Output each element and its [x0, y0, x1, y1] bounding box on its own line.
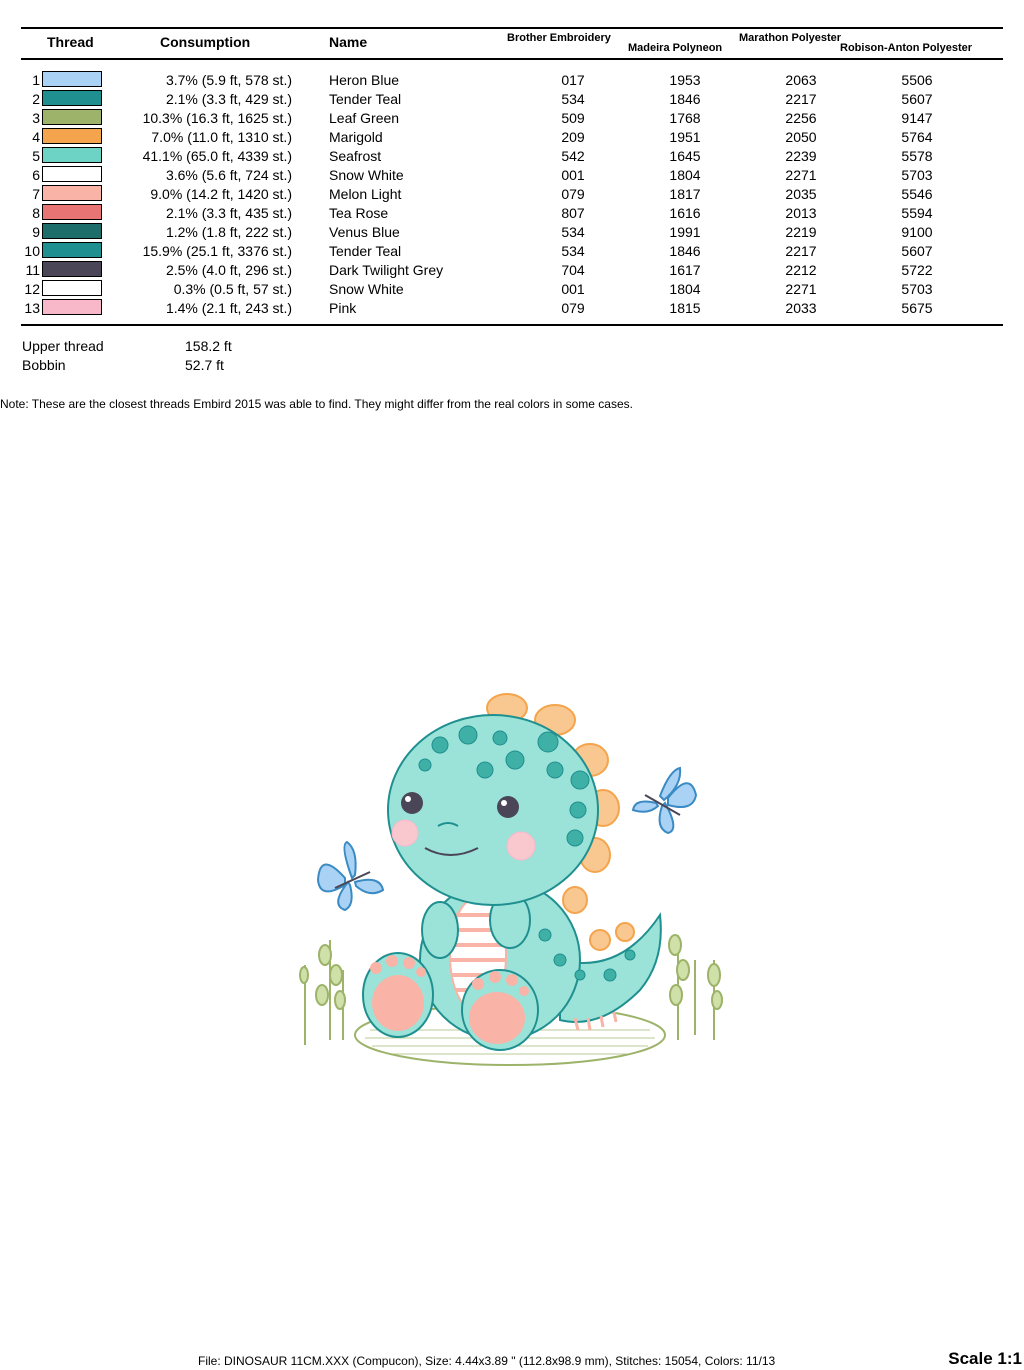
foot-left-pad	[372, 975, 424, 1031]
file-info: File: DINOSAUR 11CM.XXX (Compucon), Size: 4.44x3.89 " (112.8x98.9 mm), Stitches: 15054, Colors: 11/13	[198, 1354, 776, 1368]
madeira-code-cell: 1846	[669, 243, 701, 259]
dino-arm-left	[422, 902, 458, 958]
thread-name-cell: Venus Blue	[329, 224, 400, 240]
grass-left	[300, 940, 345, 1045]
robison-code-cell: 5675	[901, 300, 933, 316]
madeira-code-cell: 1804	[669, 281, 701, 297]
header-name: Name	[329, 34, 368, 50]
consumption-cell: 2.1% (3.3 ft, 429 st.)	[165, 91, 292, 107]
madeira-code-cell: 1804	[669, 167, 701, 183]
consumption-cell: 3.7% (5.9 ft, 578 st.)	[165, 72, 292, 88]
thread-name-cell: Melon Light	[329, 186, 402, 202]
cheek-left	[392, 820, 418, 846]
brother-code-cell: 001	[561, 281, 585, 297]
robison-code-cell: 5607	[901, 91, 933, 107]
thread-number: 7	[32, 186, 40, 202]
marathon-code-cell: 2219	[785, 224, 817, 240]
robison-code-cell: 5594	[901, 205, 933, 221]
marathon-code-cell: 2271	[785, 167, 817, 183]
eye-right	[497, 796, 519, 818]
marathon-code-cell: 2035	[785, 186, 817, 202]
consumption-cell: 3.6% (5.6 ft, 724 st.)	[165, 167, 292, 183]
madeira-code-cell: 1951	[669, 129, 701, 145]
brother-code-cell: 807	[561, 205, 585, 221]
robison-code-cell: 5703	[901, 167, 933, 183]
brother-code-cell: 509	[561, 110, 585, 126]
upper-thread-label: Upper thread	[22, 338, 104, 354]
header-robison: Robison-Anton Polyester	[840, 42, 973, 54]
upper-thread-value: 158.2 ft	[185, 338, 232, 354]
thread-name-cell: Seafrost	[329, 148, 382, 164]
marathon-code-cell: 2050	[785, 129, 817, 145]
thread-number: 6	[32, 167, 40, 183]
scale-label: Scale 1:1	[948, 1349, 1022, 1368]
thread-name-cell: Heron Blue	[329, 72, 400, 88]
thread-number: 11	[25, 262, 40, 278]
color-note: Note: These are the closest threads Embird 2015 was able to find. They might differ from the real colors in some cases.	[0, 397, 633, 411]
robison-code-cell: 5506	[901, 72, 933, 88]
brother-code-cell: 001	[561, 167, 585, 183]
marathon-code-cell: 2212	[785, 262, 817, 278]
madeira-code-cell: 1991	[669, 224, 701, 240]
thread-name-cell: Leaf Green	[329, 110, 400, 126]
robison-code-cell: 5578	[901, 148, 933, 164]
thread-name-cell: Tender Teal	[329, 243, 402, 259]
thread-name-cell: Tender Teal	[329, 91, 402, 107]
thread-number: 1	[32, 72, 40, 88]
consumption-cell: 10.3% (16.3 ft, 1625 st.)	[142, 110, 292, 126]
thread-name-cell: Snow White	[329, 167, 404, 183]
thread-number: 8	[32, 205, 40, 221]
butterfly-right	[633, 768, 696, 833]
brother-code-cell: 079	[561, 186, 585, 202]
robison-code-cell: 9147	[901, 110, 933, 126]
thread-number: 5	[32, 148, 40, 164]
brother-code-cell: 534	[561, 91, 585, 107]
brother-code-cell: 542	[561, 148, 585, 164]
robison-code-cell: 5764	[901, 129, 933, 145]
brother-code-cell: 209	[561, 129, 585, 145]
eye-right-highlight	[501, 800, 507, 806]
marathon-code-cell: 2271	[785, 281, 817, 297]
consumption-cell: 2.5% (4.0 ft, 296 st.)	[165, 262, 292, 278]
robison-code-cell: 5607	[901, 243, 933, 259]
foot-right-pad	[469, 992, 525, 1044]
madeira-code-cell: 1768	[669, 110, 701, 126]
grass-right	[669, 935, 722, 1040]
thread-name-cell: Marigold	[329, 129, 383, 145]
brother-code-cell: 017	[561, 72, 585, 88]
thread-number: 3	[32, 110, 40, 126]
bobbin-label: Bobbin	[22, 357, 66, 373]
header-madeira: Madeira Polyneon	[628, 42, 723, 54]
thread-number: 4	[32, 129, 40, 145]
marathon-code-cell: 2013	[785, 205, 817, 221]
header-marathon: Marathon Polyester	[739, 32, 842, 44]
marathon-code-cell: 2256	[785, 110, 817, 126]
consumption-cell: 1.2% (1.8 ft, 222 st.)	[165, 224, 292, 240]
cheek-right	[507, 832, 535, 860]
marathon-code-cell: 2217	[785, 91, 817, 107]
header-consumption: Consumption	[160, 34, 251, 50]
eye-left-highlight	[405, 796, 411, 802]
bobbin-value: 52.7 ft	[185, 357, 224, 373]
thread-name-cell: Pink	[329, 300, 357, 316]
brother-code-cell: 079	[561, 300, 585, 316]
consumption-cell: 9.0% (14.2 ft, 1420 st.)	[150, 186, 292, 202]
consumption-cell: 0.3% (0.5 ft, 57 st.)	[173, 281, 292, 297]
thread-number: 13	[24, 300, 40, 316]
thread-name-cell: Dark Twilight Grey	[329, 262, 444, 278]
butterfly-left	[318, 842, 383, 910]
thread-number: 12	[24, 281, 40, 297]
madeira-code-cell: 1617	[669, 262, 701, 278]
eye-left	[401, 792, 423, 814]
thread-number: 2	[32, 91, 40, 107]
madeira-code-cell: 1846	[669, 91, 701, 107]
madeira-code-cell: 1953	[669, 72, 701, 88]
thread-name-cell: Tea Rose	[329, 205, 389, 221]
marathon-code-cell: 2217	[785, 243, 817, 259]
robison-code-cell: 5703	[901, 281, 933, 297]
thread-number: 9	[32, 224, 40, 240]
thread-name-cell: Snow White	[329, 281, 404, 297]
madeira-code-cell: 1645	[669, 148, 701, 164]
thread-number: 10	[24, 243, 40, 259]
header-thread: Thread	[47, 34, 94, 50]
consumption-cell: 2.1% (3.3 ft, 435 st.)	[165, 205, 292, 221]
consumption-cell: 1.4% (2.1 ft, 243 st.)	[165, 300, 292, 316]
consumption-cell: 41.1% (65.0 ft, 4339 st.)	[142, 148, 292, 164]
robison-code-cell: 5546	[901, 186, 933, 202]
brother-code-cell: 534	[561, 243, 585, 259]
robison-code-cell: 5722	[901, 262, 933, 278]
marathon-code-cell: 2239	[785, 148, 817, 164]
madeira-code-cell: 1815	[669, 300, 701, 316]
brother-code-cell: 534	[561, 224, 585, 240]
madeira-code-cell: 1616	[669, 205, 701, 221]
marathon-code-cell: 2063	[785, 72, 817, 88]
consumption-cell: 15.9% (25.1 ft, 3376 st.)	[142, 243, 292, 259]
consumption-cell: 7.0% (11.0 ft, 1310 st.)	[151, 129, 292, 145]
madeira-code-cell: 1817	[669, 186, 701, 202]
header-brother: Brother Embroidery	[507, 32, 611, 44]
brother-code-cell: 704	[561, 262, 585, 278]
marathon-code-cell: 2033	[785, 300, 817, 316]
robison-code-cell: 9100	[901, 224, 933, 240]
